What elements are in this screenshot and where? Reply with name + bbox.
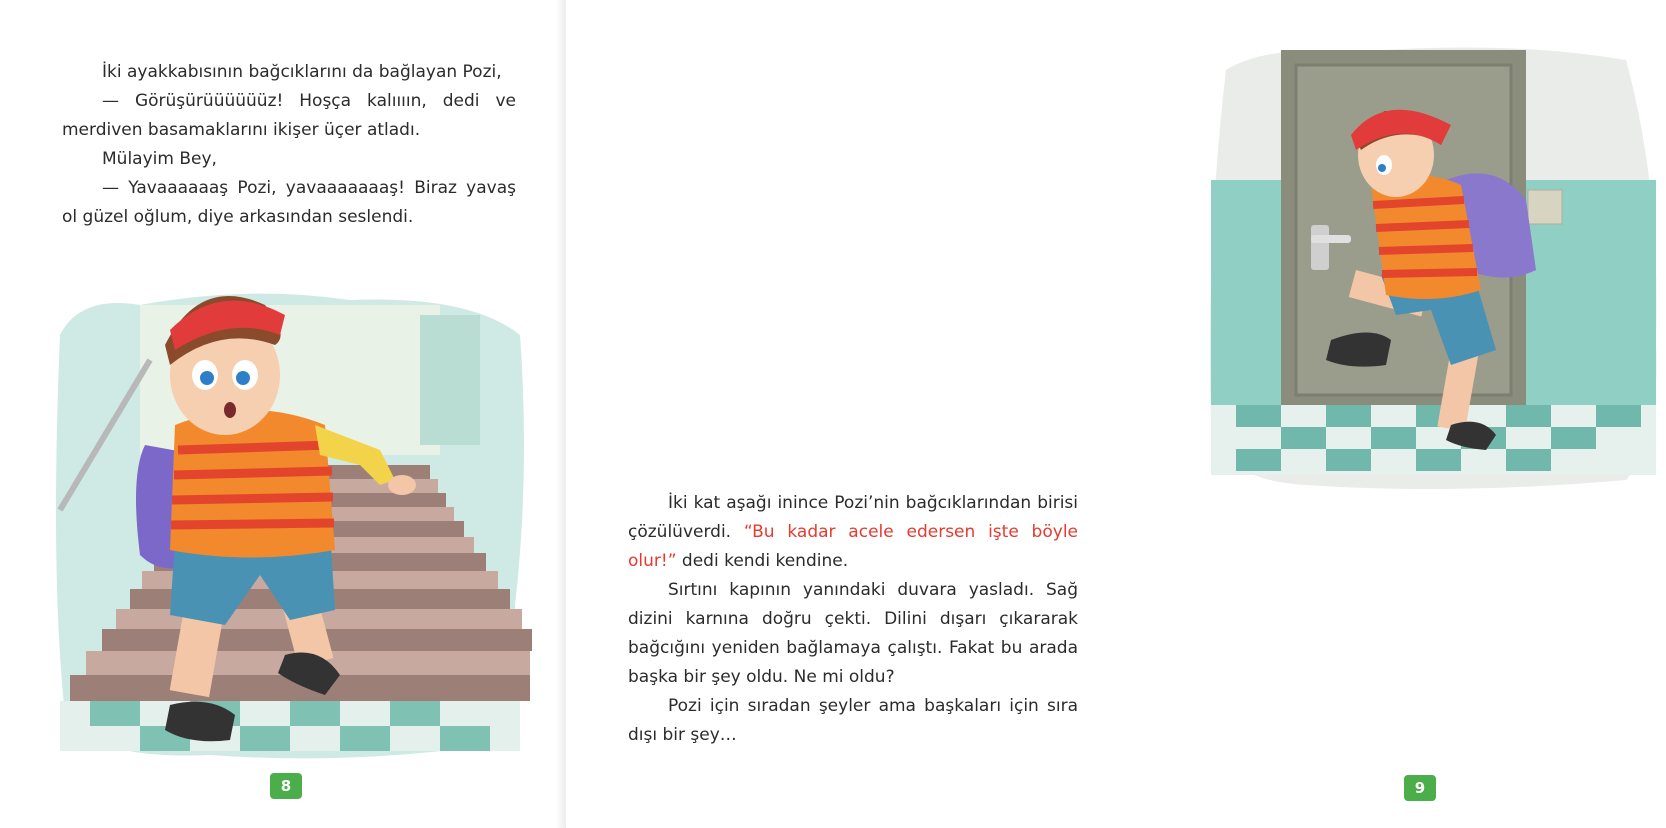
light-switch [1528,190,1562,224]
paragraph: — Görüşürüüüüüüz! Hoşça kalıııın, dedi ve merdiven basamaklarını ikişer üçer atladı. [62,91,516,140]
paragraph [628,489,1078,576]
page-number: 9 [1404,775,1436,801]
paragraph: Sırtını kapının yanındaki duvara yasladı. Sağ dizini karnına doğru çekti. Dilini dışarı çıkararak bağcığını yeniden bağlamaya çalıştı. Fakat bu arada başka bir şey oldu. Ne mi oldu? [628,580,1078,687]
paragraph: Mülayim Bey, [102,149,217,169]
paragraph: İki ayakkabısının bağcıklarını da bağlayan Pozi, [102,62,502,82]
left-page [0,0,566,828]
paragraph: — Yavaaaaaaş Pozi, yavaaaaaaaş! Biraz yavaş ol güzel oğlum, diye arkasından seslendi. [62,178,516,227]
inner-thought-quote: “Bu kadar acele edersen işte böyle olur!” [628,522,1078,571]
checkered-floor [1211,405,1656,475]
checkered-floor [60,701,520,751]
stairs-illustration [50,275,530,765]
right-page-text [628,489,1078,750]
page-number: 8 [270,773,302,799]
left-page-text [62,58,516,232]
wall-pillar [420,315,480,445]
paragraph-text: İki kat aşağı inince Pozi’nin bağcıklarından birisi çözülüverdi. [628,493,1078,542]
paragraph: Pozi için sıradan şeyler ama başkaları için sıra dışı bir şey… [628,696,1078,745]
door-handle [1311,225,1329,270]
striped-shirt [170,410,335,558]
paragraph-text: dedi kendi kendine. [676,551,849,571]
door-illustration [1206,40,1666,490]
